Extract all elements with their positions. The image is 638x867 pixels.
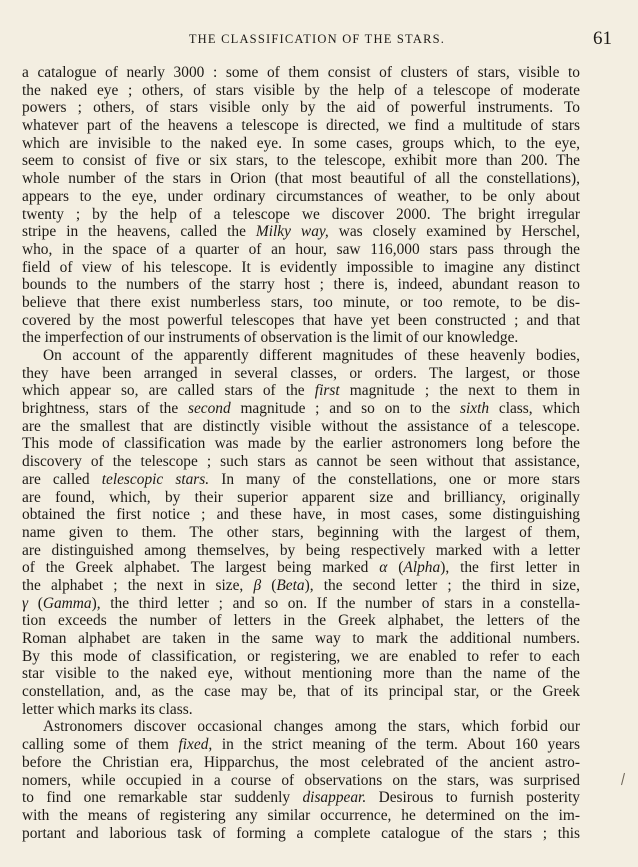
text-run: discovery of the telescope ; such stars as cannot be seen without that assistance, bbox=[22, 453, 580, 471]
text-run: Desirous to furnish posterity bbox=[366, 789, 580, 807]
italic-text: α bbox=[379, 559, 388, 577]
text-run: tion exceeds the number of letters in the Greek alphabet, the letters of the bbox=[22, 612, 580, 630]
text-run: are the smallest that are distinctly visible without the assistance of a telescope. bbox=[22, 417, 580, 435]
italic-text: fixed, bbox=[178, 736, 213, 754]
text-line bbox=[22, 524, 580, 542]
text-line bbox=[22, 630, 580, 648]
text-line bbox=[22, 241, 580, 259]
text-run: obtained the first notice ; and these have, in most cases, some distinguishing bbox=[22, 506, 580, 524]
text-line bbox=[22, 506, 580, 524]
text-line bbox=[22, 772, 580, 790]
text-run: of the Greek alphabet. The largest being marked bbox=[22, 559, 380, 577]
text-line bbox=[22, 701, 580, 719]
text-line bbox=[22, 170, 580, 188]
italic-text: first bbox=[314, 382, 340, 400]
text-line bbox=[22, 135, 580, 153]
margin-pencil-mark bbox=[620, 772, 626, 786]
text-run: ), the first letter in bbox=[440, 559, 580, 577]
text-run: are found, which, by their superior apparent size and brilliancy, originally bbox=[22, 488, 580, 506]
text-run: On account of the apparently different magnitudes of these heavenly bodies, bbox=[43, 347, 580, 364]
paragraph-first-line bbox=[22, 718, 580, 736]
text-run: powers ; others, of stars visible only by the aid of powerful instruments. To bbox=[22, 99, 580, 117]
text-run: ( bbox=[387, 559, 404, 577]
italic-text: telescopic stars. bbox=[101, 470, 210, 488]
text-run: a catalogue of nearly 3000 : some of them consist of clusters of stars, visible to bbox=[22, 64, 580, 81]
italic-text: second bbox=[187, 400, 231, 418]
text-run: which are invisible to the naked eye. In some cases, groups which, to the eye, bbox=[22, 134, 580, 152]
text-run: which appear so, are called stars of the bbox=[22, 382, 315, 400]
text-run: who, in the space of a quarter of an hour, saw 116,000 stars pass through the bbox=[22, 240, 580, 258]
text-line bbox=[22, 665, 580, 683]
text-run: By this mode of classification, or registering, we are enabled to refer to each bbox=[22, 647, 580, 665]
text-line bbox=[22, 276, 580, 294]
text-run: field of view of his telescope. It is evidently impossible to imagine any distinct bbox=[22, 258, 580, 276]
italic-text: Beta bbox=[276, 576, 305, 594]
text-line bbox=[22, 612, 580, 630]
text-run: constellation, and, as the case may be, that of its principal star, or the Greek bbox=[22, 683, 580, 701]
text-run: believe that there exist numberless stars, too minute, or too remote, to be dis- bbox=[22, 293, 580, 311]
text-run: ( bbox=[28, 594, 43, 612]
text-line bbox=[22, 683, 580, 701]
page-number: 61 bbox=[593, 28, 612, 49]
text-line bbox=[22, 223, 580, 241]
text-line bbox=[22, 648, 580, 666]
text-line bbox=[22, 471, 580, 489]
text-run: brightness, stars of the bbox=[22, 400, 188, 418]
text-run: Astronomers discover occasional changes among the stars, which forbid our bbox=[43, 718, 580, 736]
text-run: in the strict meaning of the term. About 160 years bbox=[212, 736, 580, 754]
italic-text: β bbox=[253, 576, 262, 594]
text-line bbox=[22, 188, 580, 206]
text-run: magnitude ; the next to them in bbox=[339, 382, 580, 400]
text-line bbox=[22, 489, 580, 507]
text-run: name given to them. The other stars, beginning with the largest of them, bbox=[22, 523, 580, 541]
paragraph-first-line bbox=[22, 347, 580, 365]
text-line bbox=[22, 453, 580, 471]
text-run: whole number of the stars in Orion (that most beautiful of all the constellations), bbox=[22, 170, 580, 188]
italic-text: sixth bbox=[460, 400, 490, 418]
text-line bbox=[22, 99, 580, 117]
text-run: was closely examined by Herschel, bbox=[328, 223, 580, 241]
text-run: ( bbox=[261, 576, 277, 594]
text-run: stripe in the heavens, called the bbox=[22, 223, 256, 241]
italic-text: Alpha bbox=[403, 559, 441, 577]
text-line bbox=[22, 117, 580, 135]
text-run: the imperfection of our instruments of observation is the limit of our knowledge. bbox=[22, 329, 519, 347]
italic-text: γ bbox=[22, 594, 29, 612]
text-run: ), the third letter ; and so on. If the number of stars in a constella- bbox=[91, 594, 580, 612]
text-run: Roman alphabet are taken in the same way to mark the additional numbers. bbox=[22, 630, 580, 647]
text-line bbox=[22, 736, 580, 754]
text-line bbox=[22, 206, 580, 224]
text-line bbox=[22, 82, 580, 100]
text-run: In many of the constellations, one or more stars bbox=[209, 470, 580, 488]
text-run: letter which marks its class. bbox=[22, 700, 193, 718]
italic-text: Milky way, bbox=[255, 223, 329, 241]
text-run: bounds to the numbers of the starry host ; there is, indeed, abundant reason to bbox=[22, 276, 580, 294]
text-run: nomers, while occupied in a course of observations on the stars, was surprised bbox=[22, 771, 580, 789]
text-run: to find one remarkable star suddenly bbox=[22, 789, 303, 807]
text-run: calling some of them bbox=[22, 736, 179, 754]
text-run: appears to the eye, under ordinary circumstances of weather, to be only about bbox=[22, 187, 580, 205]
text-run: are called bbox=[22, 470, 102, 488]
text-line bbox=[22, 259, 580, 277]
text-line bbox=[22, 435, 580, 453]
text-line bbox=[22, 595, 580, 613]
body-text bbox=[22, 64, 580, 842]
text-run: class, which bbox=[489, 400, 580, 418]
text-line bbox=[22, 542, 580, 560]
text-run: portant and laborious task of forming a complete catalogue of the stars ; this bbox=[22, 824, 580, 842]
text-line bbox=[22, 754, 580, 772]
text-line bbox=[22, 294, 580, 312]
text-run: with the means of registering any similar occurrence, he determined on the im- bbox=[22, 806, 580, 824]
text-run: star visible to the naked eye, without mentioning more than the name of the bbox=[22, 665, 580, 683]
text-line bbox=[22, 152, 580, 170]
text-line bbox=[22, 825, 580, 843]
text-run: seem to consist of five or six stars, to the telescope, exhibit more than 200. The bbox=[22, 152, 580, 170]
running-head bbox=[22, 28, 612, 50]
text-run: before the Christian era, Hipparchus, the most celebrated of the ancient astro- bbox=[22, 753, 580, 771]
text-line bbox=[22, 807, 580, 825]
text-run: covered by the most powerful telescopes that have yet been constructed ; and that bbox=[22, 311, 580, 329]
italic-text: Gamma bbox=[42, 594, 92, 612]
text-run: they have been arranged in several classes, or orders. The largest, or those bbox=[22, 364, 580, 382]
text-line bbox=[22, 559, 580, 577]
text-run: This mode of classification was made by the earlier astronomers long before the bbox=[22, 435, 580, 453]
text-line bbox=[22, 312, 580, 330]
text-line bbox=[22, 400, 580, 418]
text-run: whatever part of the heavens a telescope is directed, we find a multitude of stars bbox=[22, 117, 580, 135]
text-line bbox=[22, 418, 580, 436]
text-line bbox=[22, 329, 580, 347]
text-run: are distinguished among themselves, by being respectively marked with a letter bbox=[22, 541, 580, 559]
text-run: magnitude ; and so on to the bbox=[230, 400, 461, 418]
text-run: twenty ; by the help of a telescope we discover 2000. The bright irregular bbox=[22, 205, 580, 223]
text-run: the naked eye ; others, of stars visible by the help of a telescope of moderate bbox=[22, 81, 580, 99]
text-line bbox=[22, 64, 580, 82]
text-line bbox=[22, 577, 580, 595]
text-line bbox=[22, 789, 580, 807]
text-line bbox=[22, 365, 580, 383]
running-title: THE CLASSIFICATION OF THE STARS. bbox=[188, 32, 446, 46]
text-run: the alphabet ; the next in size, bbox=[22, 576, 254, 594]
italic-text: disappear. bbox=[302, 789, 367, 807]
text-line bbox=[22, 382, 580, 400]
text-run: ), the second letter ; the third in size, bbox=[304, 576, 580, 594]
